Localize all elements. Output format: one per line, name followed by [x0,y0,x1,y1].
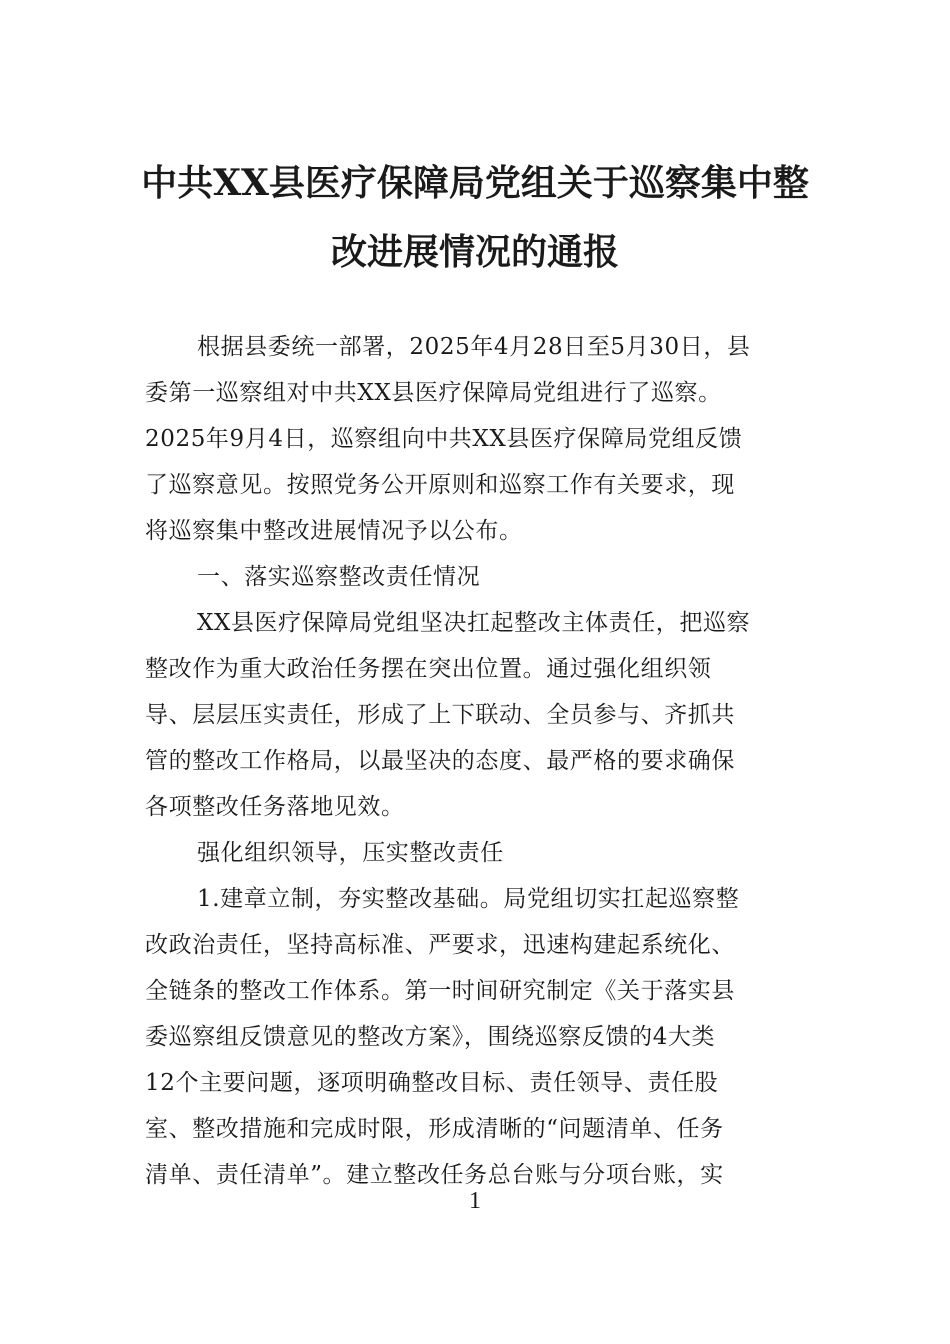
paragraph-line: 根据县委统一部署，2025年4月28日至5月30日，县 [197,334,751,360]
page-number: 1 [469,1188,481,1214]
subsection-heading: 强化组织领导，压实整改责任 [197,840,504,866]
paragraph-line: 管的整改工作格局，以最坚决的态度、最严格的要求确保 [145,748,735,774]
paragraph-line: 导、层层压实责任，形成了上下联动、全员参与、齐抓共 [145,702,735,728]
paragraph-line: XX县医疗保障局党组坚决扛起整改主体责任，把巡察 [197,610,751,636]
section-heading: 一、落实巡察整改责任情况 [197,564,481,590]
paragraph-line: 了巡察意见。按照党务公开原则和巡察工作有关要求，现 [145,472,735,498]
paragraph-line: 委巡察组反馈意见的整改方案》，围绕巡察反馈的4大类 [145,1024,716,1050]
paragraph-line: 12个主要问题，逐项明确整改目标、责任领导、责任股 [145,1070,719,1096]
paragraph-line: 清单、责任清单”。建立整改任务总台账与分项台账，实 [145,1162,724,1188]
paragraph-line: 整改作为重大政治任务摆在突出位置。通过强化组织领 [145,656,712,682]
paragraph-line: 将巡察集中整改进展情况予以公布。 [145,518,523,544]
paragraph-line: 改政治责任，坚持高标准、严要求，迅速构建起系统化、 [145,932,735,958]
paragraph-line: 委第一巡察组对中共XX县医疗保障局党组进行了巡察。 [145,380,722,406]
paragraph-line: 各项整改任务落地见效。 [145,794,405,820]
paragraph-line: 室、整改措施和完成时限，形成清晰的“问题清单、任务 [145,1116,724,1142]
document-title-line-1: 中共XX县医疗保障局党组关于巡察集中整 [141,162,809,204]
document-title-line-2: 改进展情况的通报 [330,231,619,273]
paragraph-line: 1.建章立制，夯实整改基础。局党组切实扛起巡察整 [197,886,740,912]
paragraph-line: 2025年9月4日，巡察组向中共XX县医疗保障局党组反馈 [145,426,743,452]
paragraph-line: 全链条的整改工作体系。第一时间研究制定《关于落实县 [145,978,735,1004]
